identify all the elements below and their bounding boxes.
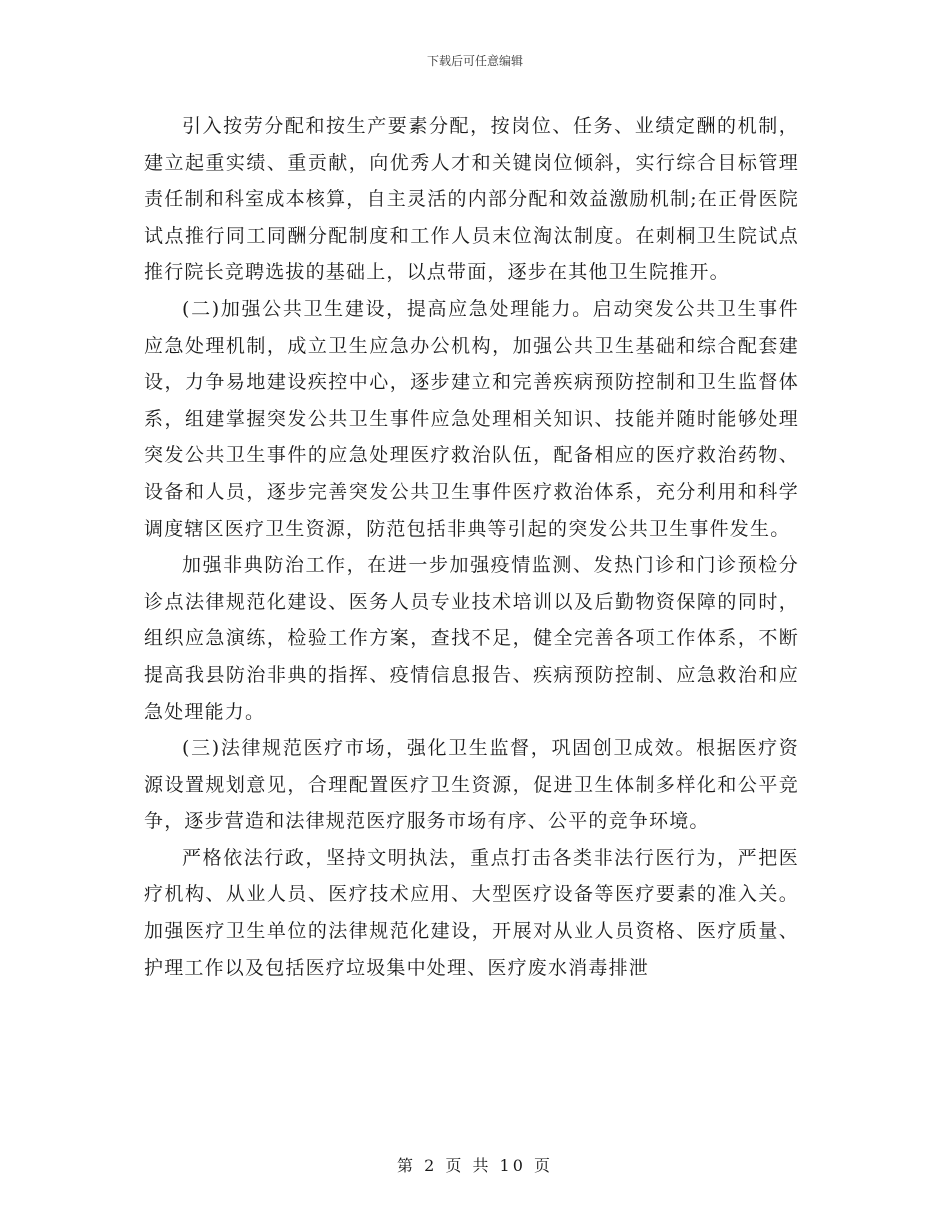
paragraph-4: (三)法律规范医疗市场，强化卫生监督，巩固创卫成效。根据医疗资源设置规划意见，合理配置医疗卫生资源，促进卫生体制多样化和公平竞争，逐步营造和法律规范医疗服务市场有序、公平的竞争环境。: [144, 737, 799, 833]
paragraph-5: 严格依法行政，坚持文明执法，重点打击各类非法行医行为，严把医疗机构、从业人员、医疗技术应用、大型医疗设备等医疗要素的准入关。加强医疗卫生单位的法律规范化建设，开展对从业人员资格、医疗质量、护理工作以及包括医疗垃圾集中处理、医疗废水消毒排泄: [144, 846, 799, 979]
paragraph-3: 加强非典防治工作，在进一步加强疫情监测、发热门诊和门诊预检分诊点法律规范化建设、医务人员专业技术培训以及后勤物资保障的同时，组织应急演练，检验工作方案，查找不足，健全完善各项工作体系，不断提高我县防治非典的指挥、疫情信息报告、疾病预防控制、应急救治和应急处理能力。: [144, 554, 799, 723]
document-body: [144, 108, 799, 986]
paragraph-2: (二)加强公共卫生建设，提高应急处理能力。启动突发公共卫生事件应急处理机制，成立卫生应急办公机构，加强公共卫生基础和综合配套建设，力争易地建设疾控中心，逐步建立和完善疾病预防控制和卫生监督体系，组建掌握突发公共卫生事件应急处理相关知识、技能并随时能够处理突发公共卫生事件的应急处理医疗救治队伍，配备相应的医疗救治药物、设备和人员，逐步完善突发公共卫生事件医疗救治体系，充分利用和科学调度辖区医疗卫生资源，防范包括非典等引起的突发公共卫生事件发生。: [144, 297, 799, 540]
page-header: 下载后可任意编辑: [426, 54, 523, 68]
paragraph-1: 引入按劳分配和按生产要素分配，按岗位、任务、业绩定酬的机制，建立起重实绩、重贡献，向优秀人才和关键岗位倾斜，实行综合目标管理责任制和科室成本核算，自主灵活的内部分配和效益激励机制;在正骨医院试点推行同工同酬分配制度和工作人员末位淘汰制度。在刺桐卫生院试点推行院长竞聘选拔的基础上，以点带面，逐步在其他卫生院推开。: [144, 115, 799, 284]
page-number-footer: 第 2 页 共 10 页: [397, 1156, 553, 1175]
